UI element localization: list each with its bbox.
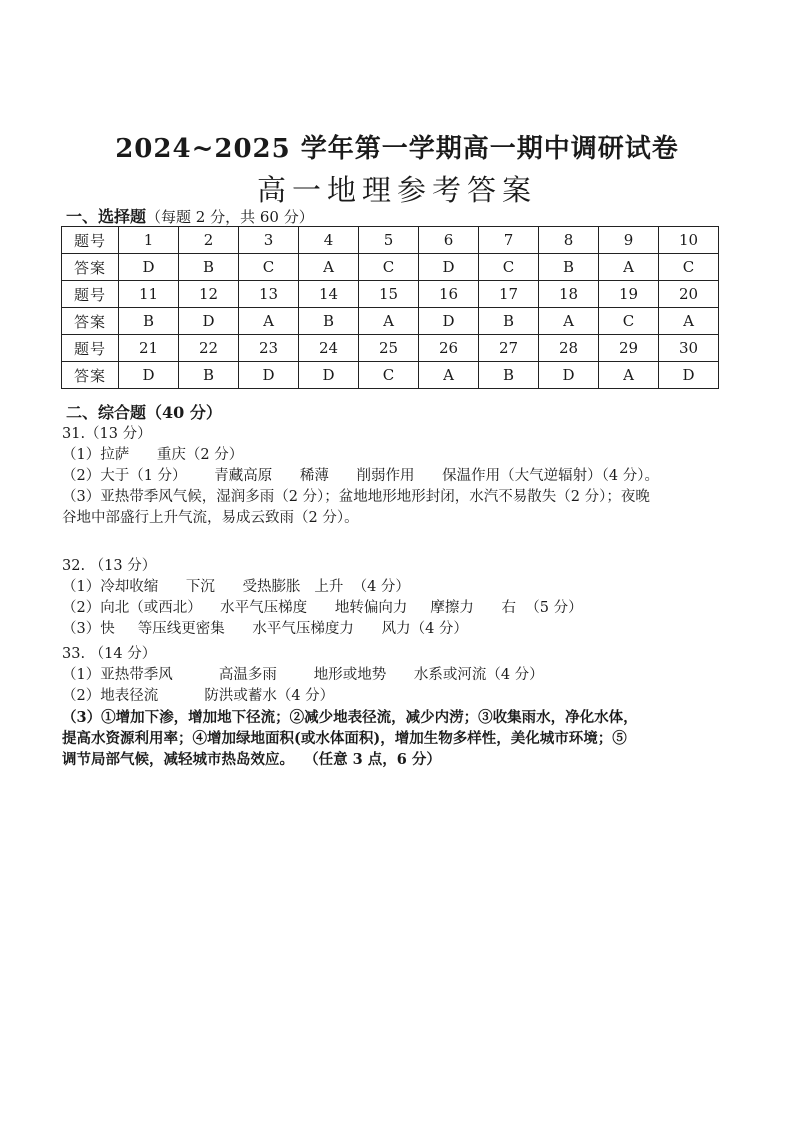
- answer-cell: A: [599, 362, 659, 389]
- question-number-cell: 20: [659, 281, 719, 308]
- q33-line: （3）①增加下渗，增加地下径流；②减少地表径流，减少内涝；③收集雨水，净化水体，: [62, 709, 638, 726]
- q33-line: （1）亚热带季风 高温多雨 地形或地势 水系或河流（4 分）: [62, 667, 544, 683]
- answer-cell: B: [479, 362, 539, 389]
- exam-title: 2024~2025 学年第一学期高一期中调研试卷: [115, 134, 679, 164]
- answer-cell: C: [599, 308, 659, 335]
- q32-header: 32. （13 分）: [62, 558, 157, 574]
- q32-line: （1）冷却收缩 下沉 受热膨胀 上升 （4 分）: [62, 579, 410, 595]
- question-32: [62, 556, 742, 640]
- answer-cell: D: [419, 308, 479, 335]
- question-number-row: [62, 227, 719, 254]
- question-number-cell: 25: [359, 335, 419, 362]
- question-number-cell: 11: [119, 281, 179, 308]
- answer-cell: C: [359, 362, 419, 389]
- question-number-cell: 9: [599, 227, 659, 254]
- q31-line: 谷地中部盛行上升气流，易成云致雨（2 分）。: [62, 510, 359, 526]
- answer-cell: B: [119, 308, 179, 335]
- answer-cell: B: [299, 308, 359, 335]
- question-number-cell: 21: [119, 335, 179, 362]
- answer-row-label: 答案: [62, 254, 119, 281]
- q31-header: 31.（13 分）: [62, 426, 152, 442]
- question-number-cell: 15: [359, 281, 419, 308]
- answer-row-label: 答案: [62, 308, 119, 335]
- question-number-cell: 5: [359, 227, 419, 254]
- answer-cell: A: [359, 308, 419, 335]
- q32-line: （2）向北（或西北） 水平气压梯度 地转偏向力 摩擦力 右 （5 分）: [62, 600, 583, 616]
- answer-cell: A: [299, 254, 359, 281]
- answer-cell: D: [179, 308, 239, 335]
- section1-title: 一、选择题: [66, 207, 147, 226]
- answer-key-title: 高一地理参考答案: [256, 173, 537, 207]
- question-number-cell: 12: [179, 281, 239, 308]
- question-number-cell: 29: [599, 335, 659, 362]
- question-number-cell: 6: [419, 227, 479, 254]
- answer-row: [62, 308, 719, 335]
- answer-table: [61, 226, 719, 389]
- answer-cell: B: [179, 362, 239, 389]
- section1-note: （每题 2 分，共 60 分）: [146, 208, 314, 226]
- q31-line: （1）拉萨 重庆（2 分）: [62, 447, 244, 463]
- answer-cell: A: [599, 254, 659, 281]
- question-number-cell: 1: [119, 227, 179, 254]
- answer-cell: D: [119, 254, 179, 281]
- question-number-cell: 24: [299, 335, 359, 362]
- question-number-cell: 18: [539, 281, 599, 308]
- question-number-row-label: 题号: [62, 335, 119, 362]
- question-number-cell: 19: [599, 281, 659, 308]
- answer-cell: D: [539, 362, 599, 389]
- answer-row: [62, 254, 719, 281]
- answer-cell: A: [659, 308, 719, 335]
- question-number-cell: 17: [479, 281, 539, 308]
- q33-line: 提高水资源利用率；④增加绿地面积(或水体面积)，增加生物多样性，美化城市环境；⑤: [62, 730, 627, 747]
- question-number-cell: 10: [659, 227, 719, 254]
- question-number-row: [62, 335, 719, 362]
- q33-header: 33. （14 分）: [62, 646, 157, 662]
- question-number-row-label: 题号: [62, 227, 119, 254]
- answer-cell: A: [419, 362, 479, 389]
- answer-row: [62, 362, 719, 389]
- question-number-row: [62, 281, 719, 308]
- answer-cell: D: [239, 362, 299, 389]
- question-number-cell: 16: [419, 281, 479, 308]
- q31-line: （2）大于（1 分） 青藏高原 稀薄 削弱作用 保温作用（大气逆辐射）（4 分）。: [62, 468, 660, 484]
- question-number-cell: 22: [179, 335, 239, 362]
- question-number-cell: 3: [239, 227, 299, 254]
- q33-line: 调节局部气候，减轻城市热岛效应。 （任意 3 点，6 分）: [62, 751, 441, 768]
- answer-cell: D: [419, 254, 479, 281]
- question-number-cell: 4: [299, 227, 359, 254]
- question-number-cell: 2: [179, 227, 239, 254]
- answer-cell: B: [539, 254, 599, 281]
- question-number-row-label: 题号: [62, 281, 119, 308]
- answer-cell: D: [659, 362, 719, 389]
- question-number-cell: 7: [479, 227, 539, 254]
- answer-cell: C: [479, 254, 539, 281]
- answer-row-label: 答案: [62, 362, 119, 389]
- answer-cell: C: [659, 254, 719, 281]
- section2-heading: 二、综合题（40 分）: [66, 403, 222, 422]
- section1-heading: [66, 204, 314, 227]
- question-number-cell: 8: [539, 227, 599, 254]
- q33-line: （2）地表径流 防洪或蓄水（4 分）: [62, 688, 335, 704]
- answer-cell: C: [239, 254, 299, 281]
- question-number-cell: 27: [479, 335, 539, 362]
- question-number-cell: 26: [419, 335, 479, 362]
- q31-line: （3）亚热带季风气候，湿润多雨（2 分）；盆地地形地形封闭，水汽不易散失（2 分）；夜晚: [62, 489, 650, 505]
- question-number-cell: 23: [239, 335, 299, 362]
- question-33: [62, 644, 742, 770]
- answer-cell: C: [359, 254, 419, 281]
- answer-cell: A: [539, 308, 599, 335]
- question-number-cell: 14: [299, 281, 359, 308]
- question-number-cell: 13: [239, 281, 299, 308]
- answer-cell: A: [239, 308, 299, 335]
- question-31: [62, 424, 742, 529]
- question-number-cell: 28: [539, 335, 599, 362]
- answer-cell: B: [479, 308, 539, 335]
- answer-cell: B: [179, 254, 239, 281]
- question-number-cell: 30: [659, 335, 719, 362]
- q32-line: （3）快 等压线更密集 水平气压梯度力 风力（4 分）: [62, 621, 468, 637]
- answer-cell: D: [299, 362, 359, 389]
- answer-cell: D: [119, 362, 179, 389]
